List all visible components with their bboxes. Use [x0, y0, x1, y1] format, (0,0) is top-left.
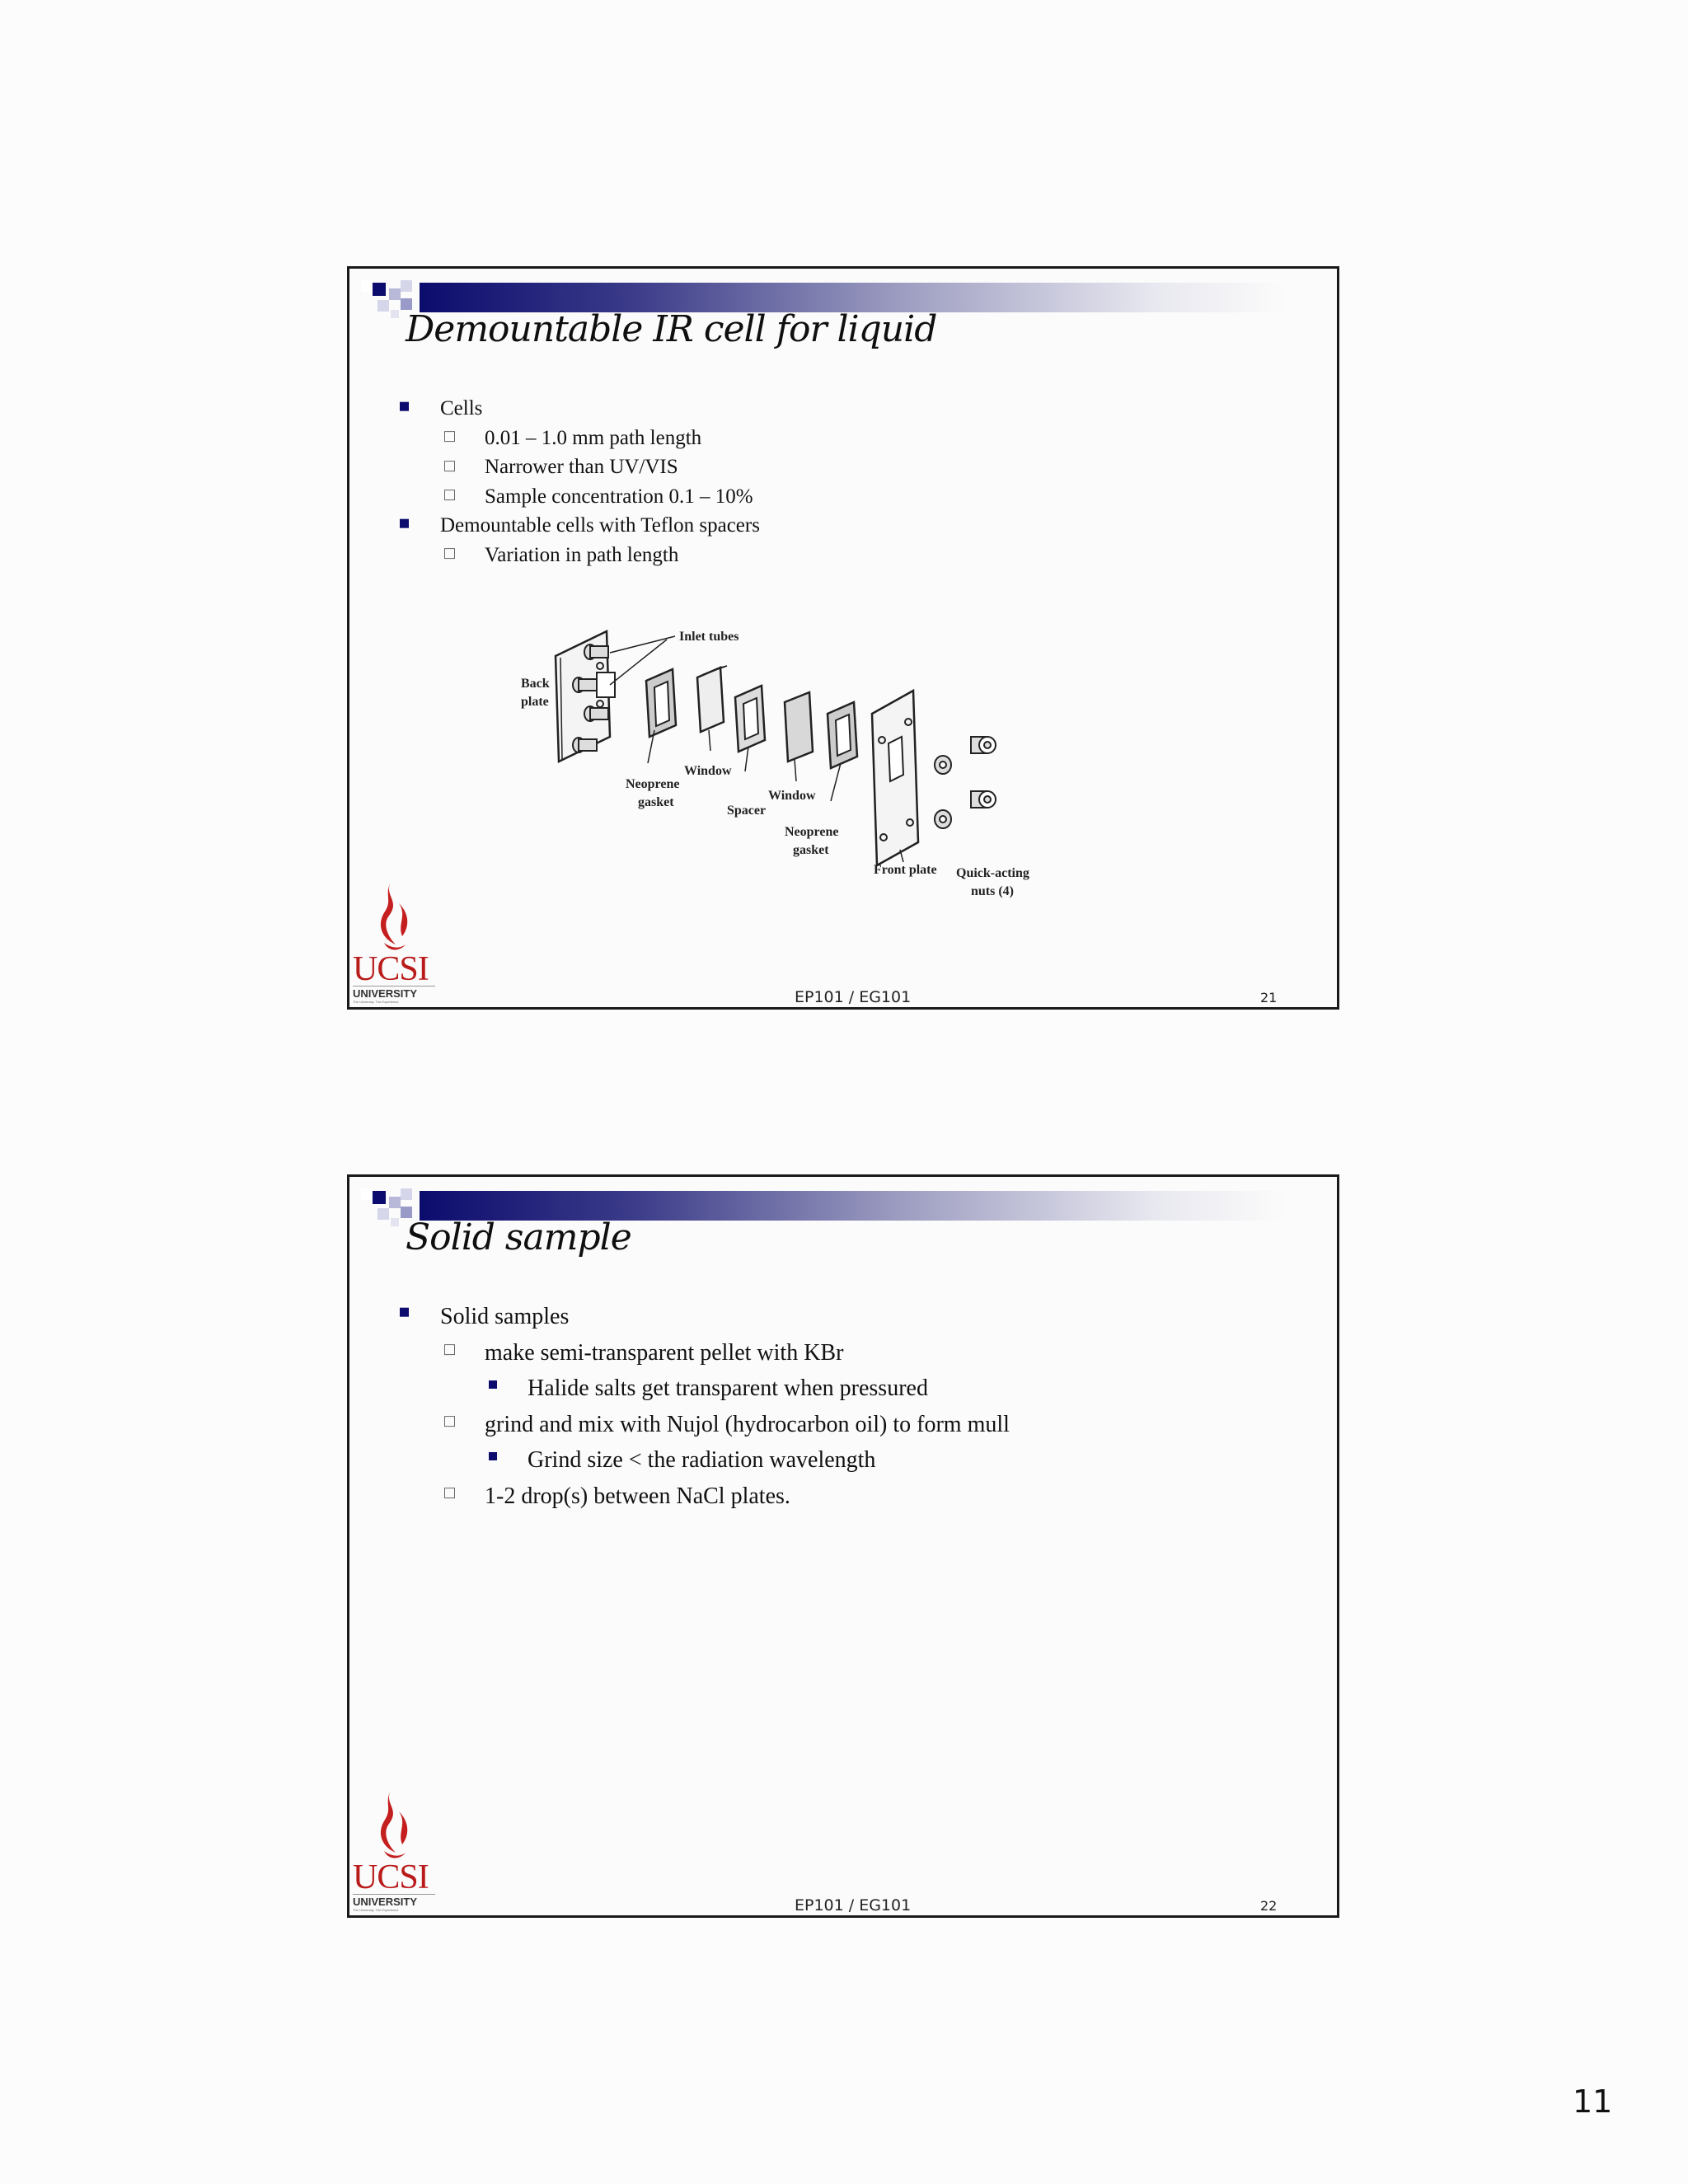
- bullet-item: Sample concentration 0.1 – 10%: [399, 482, 760, 512]
- diagram-label: Front plate: [874, 863, 937, 877]
- slide-title: Demountable IR cell for liquid: [406, 308, 937, 350]
- slide-title: Solid sample: [406, 1216, 631, 1258]
- diagram-label: plate: [521, 695, 549, 709]
- bullet-list: [399, 1299, 1010, 1514]
- slide-21: [347, 266, 1339, 1010]
- ucsi-logo: [353, 879, 435, 1004]
- ir-cell-exploded-diagram: [514, 598, 1042, 916]
- bullet-item: Narrower than UV/VIS: [399, 452, 760, 482]
- flame-icon: [373, 879, 414, 953]
- bullet-item: grind and mix with Nujol (hydrocarbon oil) to form mull: [399, 1407, 1010, 1443]
- bullet-item: Variation in path length: [399, 541, 760, 570]
- diagram-label: Quick-acting: [956, 866, 1029, 880]
- logo-tagline: The University. The Experience: [353, 1908, 399, 1912]
- logo-wordmark: UCSI: [353, 1858, 429, 1896]
- diagram-label: Inlet tubes: [679, 630, 739, 644]
- diagram-label: Neoprene: [626, 777, 680, 791]
- bullet-item: Halide salts get transparent when pressured: [399, 1371, 1010, 1407]
- page-number: 11: [1573, 2083, 1613, 2120]
- diagram-label: Spacer: [727, 804, 767, 818]
- bullet-item: Demountable cells with Teflon spacers: [399, 511, 760, 541]
- bullet-item: Solid samples: [399, 1299, 1010, 1335]
- diagram-label: Window: [768, 789, 816, 803]
- logo-subtitle: UNIVERSITY: [353, 1894, 435, 1908]
- slide-number: 22: [1260, 1898, 1278, 1914]
- bullet-item: 1-2 drop(s) between NaCl plates.: [399, 1479, 1010, 1515]
- ucsi-logo: [353, 1787, 435, 1912]
- slide-22: [347, 1174, 1339, 1918]
- course-code: EP101 / EG101: [795, 1896, 912, 1915]
- logo-wordmark: UCSI: [353, 950, 429, 988]
- course-code: EP101 / EG101: [795, 988, 912, 1006]
- bullet-item: 0.01 – 1.0 mm path length: [399, 424, 760, 453]
- diagram-label: gasket: [793, 843, 829, 857]
- diagram-label: nuts (4): [971, 884, 1015, 898]
- bullet-list: [399, 394, 760, 569]
- diagram-label: Back: [521, 677, 550, 691]
- diagram-label: gasket: [638, 795, 674, 809]
- bullet-item: make semi-transparent pellet with KBr: [399, 1335, 1010, 1371]
- logo-subtitle: UNIVERSITY: [353, 986, 435, 1000]
- bullet-item: Cells: [399, 394, 760, 424]
- bullet-item: Grind size < the radiation wavelength: [399, 1442, 1010, 1479]
- diagram-label: Window: [684, 764, 732, 778]
- logo-tagline: The University. The Experience: [353, 1000, 399, 1004]
- slide-number: 21: [1260, 990, 1278, 1005]
- diagram-label: Neoprene: [785, 825, 839, 839]
- flame-icon: [373, 1787, 414, 1861]
